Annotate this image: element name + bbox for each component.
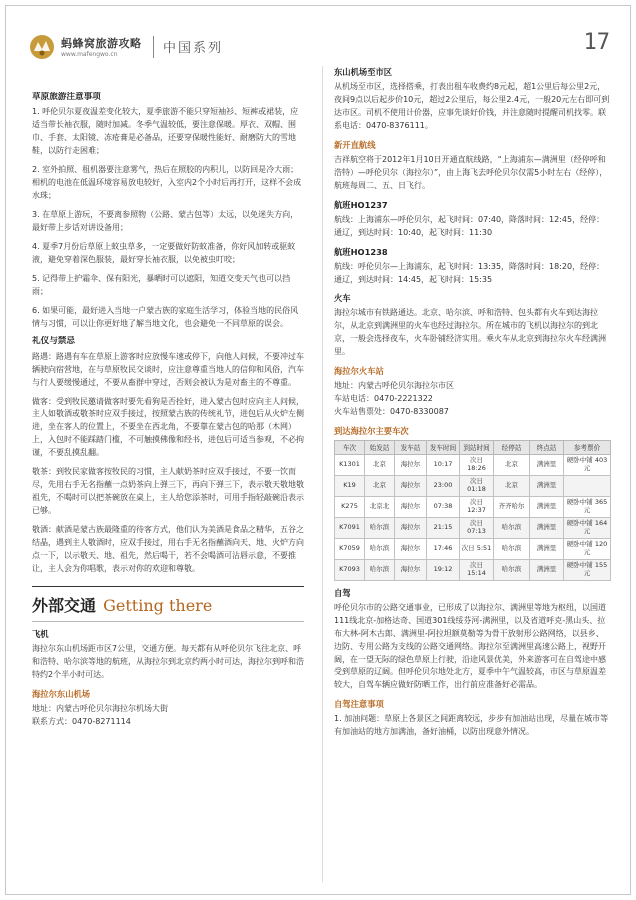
table-cell: 07:38 [427,496,460,517]
table-row [335,496,611,517]
table-cell: 哈尔滨 [365,517,395,538]
table-cell: 23:00 [427,475,460,496]
flight2-details: 航线：呼伦贝尔—上海浦东，起飞时间：13:35，降落时间：18:20，经停：通辽，到达时间：14:45，起飞时间：15:35 [334,261,605,284]
tip-paragraph: 3. 在草原上游玩，不要离参照物（公路、蒙古包等）太远，以免迷失方向，最好带上步话对讲设备用； [32,209,299,232]
flight2-title: 航班HO1238 [334,246,388,257]
train-paragraph: 海拉尔城市有铁路通达。北京、哈尔滨、呼和浩特、包头都有火车到达海拉尔，从北京到满洲里的火车也经过海拉尔。所在城市的飞机以海拉尔的到北京，一般会选择夜车，火车卧铺经济实用。乘火车从北京到海拉尔火车经满洲里。 [334,308,606,357]
right-column [334,60,610,745]
table-cell: 满洲里 [530,496,564,517]
mafengwo-logo-icon [28,34,56,60]
table-row [335,538,611,559]
table-cell: 硬卧中铺 365元 [564,496,611,517]
table-cell: K275 [335,496,365,517]
flight1-title: 航班HO1237 [334,199,388,210]
page [5,5,631,895]
table-cell: 次日 5:51 [460,538,494,559]
brand-url: www.mafengwo.cn [61,51,118,58]
table-cell: 齐齐哈尔 [494,496,530,517]
station-phone: 车站电话：0470-2221322 [334,394,433,404]
page-number: 17 [583,30,610,55]
shuttle-title: 东山机场至市区 [334,67,393,77]
table-cell: 硬卧中铺 120元 [564,538,611,559]
column-divider [322,66,323,882]
table-cell: 满洲里 [530,454,564,475]
table-cell: 海拉尔 [395,454,427,475]
table-cell: K7091 [335,517,365,538]
flight-title: 飞机 [32,628,49,639]
table-cell: 次日 12:37 [460,496,494,517]
table-row [335,559,611,580]
drive-paragraph: 呼伦贝尔市的公路交通事业，已形成了以海拉尔、满洲里等地为枢纽，以国道111线北京-加格达奇、国道301线绥芬河-满洲里，以及省道呼克-黑山头、拉布大林-阿木古郎、满洲里-阿拉坦额莫勒等为骨干放射形公路网络，以县乡、边防、专用公路为支线的公路交通网络。海拉尔至满洲里高速公路上，视野开阔，在一望无际的绿色草原上行驶，沿途风景优美，外来游客可在自驾途中感受到草原的辽阔。但呼伦贝尔地处北方，夏季中午气温较高，市区与草原温差较大，自驾车辆应做好防晒工作，出行前应准备好必需品。 [334,602,606,690]
etiquette-title: 礼仪与禁忌 [32,336,75,347]
airport-address: 地址：内蒙古呼伦贝尔海拉尔机场大街 [32,703,168,713]
table-row [335,517,611,538]
drive-tips-paragraph: 1. 加油问题：草原上各景区之间距离较远，步步有加油站出现，尽量在城市等有加油站的地方加满油，备好油桶，以防出现意外情况。 [334,714,609,737]
table-header: 到站时间 [460,440,494,454]
flight-paragraph: 海拉尔东山机场距市区7公里，交通方便。每天都有从呼伦贝尔飞往北京、呼和浩特、哈尔滨等地的航班，从海拉尔到北京约两小时可达，海拉尔到呼和浩特约2个半小时可达。 [32,643,304,679]
table-cell: 北京 [365,454,395,475]
table-cell: 17:46 [427,538,460,559]
table-cell: 满洲里 [530,475,564,496]
station-address: 地址：内蒙古呼伦贝尔海拉尔市区 [334,381,454,391]
tip-paragraph: 1. 呼伦贝尔夏夜温差变化较大，夏季旅游不能只穿短袖衫、短裤或裙装，应适当带长袖衣服，随时加减。冬季气温较低，要注意保暖。厚衣、双帽、围巾、手套、太阳镜、冻疮膏是必备品，还要穿保暖性能好、耐磨防大的雪地鞋，以防行走困难； [32,107,299,156]
table-row [335,454,611,475]
table-header: 参考票价 [564,440,611,454]
table-cell: 次日 18:26 [460,454,494,475]
table-cell: K7093 [335,559,365,580]
table-cell: 满洲里 [530,517,564,538]
table-cell: 21:15 [427,517,460,538]
tip-paragraph: 5. 记得带上护霜伞、保有阳光，暴晒时可以遮阳，知道交变天气也可以挡雨； [32,273,291,296]
transport-heading-en: Getting there [103,595,213,615]
table-cell: 北京 [494,475,530,496]
new-route-title: 新开直航线 [334,139,376,150]
table-header-row [335,440,611,454]
station-ticket-phone: 火车站售票处：0470-8330087 [334,406,449,416]
train-table-title: 到达海拉尔主要车次 [334,425,409,436]
table-header: 发车时间 [427,440,460,454]
table-cell: 硬卧中铺 155元 [564,559,611,580]
table-cell: 硬卧中铺 403元 [564,454,611,475]
new-route-paragraph: 吉祥航空将于2012年1月10日开通直航线路，“上海浦东—满洲里（经停呼和浩特）—呼伦贝尔（海拉尔）”，由上海飞去呼伦贝尔仅需5小时左右（经停），航班每周二、五、日飞行。 [334,154,608,190]
table-header: 经停站 [494,440,530,454]
table-cell: 海拉尔 [395,496,427,517]
drive-tips-title: 自驾注意事项 [334,699,384,710]
table-cell: 北京北 [365,496,395,517]
tip-paragraph: 2. 室外拍照、租机器要注意雾气，热后在照胶的内积儿，以防回是冷大雨；相机的电池在低温环境容易放电较好，入室内2个小时后再打开，这样不会成水珠； [32,164,302,200]
series-title: 中国系列 [163,41,224,56]
table-cell: K7059 [335,538,365,559]
table-header: 终点站 [530,440,564,454]
table-cell [564,475,611,496]
tip-paragraph: 6. 如果可能，最好进入当地一户蒙古族的家庭生活学习，体验当地的民俗风情与习惯，可以让你更好地了解当地文化，也会避免一不同草原的误会。 [32,305,299,328]
etiquette-paragraph: 敬茶：到牧民家做客按牧民的习惯，主人献奶茶时应双手接过，不要一饮而尽，先用右手无名指蘸一点奶茶向上弹三下，再向下弹三下，表示敬天敬地敬祖先，不喝时可以把茶碗放在桌上，主人给您添茶时，可用手指轻敲碗沿表示已够。 [32,467,304,516]
tip-paragraph: 4. 夏季7月份后草原上蚊虫草多，一定要做好防蚊准备，你好风加转或驱蚊液，避免穿着深色服装，最好穿长袖衣服，以免被虫叮咬； [32,241,296,264]
table-cell: 海拉尔 [395,517,427,538]
airport-title: 海拉尔东山机场 [32,688,91,699]
table-header: 发车站 [395,440,427,454]
table-cell: 硬卧中铺 164元 [564,517,611,538]
table-cell: 哈尔滨 [494,559,530,580]
table-cell: 次日 01:18 [460,475,494,496]
left-column [32,86,304,728]
table-cell: 次日 07:13 [460,517,494,538]
tips-title: 草原旅游注意事项 [32,92,101,102]
brand-name: 蚂蜂窝旅游攻略 [61,37,142,50]
table-cell: K19 [335,475,365,496]
flight1-details: 航线：上海浦东—呼伦贝尔，起飞时间：07:40，降落时间：12:45，经停：通辽，到达时间：10:40，起飞时间：11:30 [334,214,605,237]
table-cell: 满洲里 [530,559,564,580]
train-table [334,440,611,581]
table-cell: 哈尔滨 [494,538,530,559]
train-title: 火车 [334,293,351,304]
header [6,6,631,66]
table-cell: 10:17 [427,454,460,475]
table-cell: 19:12 [427,559,460,580]
table-header: 始发站 [365,440,395,454]
table-cell: 哈尔滨 [365,559,395,580]
drive-title: 自驾 [334,587,351,598]
transport-heading [32,586,304,622]
table-cell: 满洲里 [530,538,564,559]
airport-phone: 联系方式：0470-8271114 [32,716,131,726]
table-cell: 海拉尔 [395,559,427,580]
etiquette-paragraph: 路遇：路遇有车在草原上游客时应放慢车速或停下，向他人问候，不要冲过车辆驶向宿营地，在与草原牧民交谈时，应注意尊重当地人的信仰和风俗，汽车与行人要缓慢通过，不要从畜群中穿过，否则会被认为是对畜主的不尊重。 [32,351,304,387]
table-cell: 北京 [365,475,395,496]
table-cell: 哈尔滨 [494,517,530,538]
shuttle-paragraph: 从机场至市区，选择搭乘，打表出租车收费约8元起，超1公里后每公里2元，夜间9点以后起步价10元，超过2公里后，每公里2.4元，一般20元左右即可到达市区。司机不使用计价器，应事先谈好价钱，并注意随时提醒司机找零。联系电话：0470-8376111。 [334,82,610,130]
table-cell: 北京 [494,454,530,475]
header-divider [153,36,154,58]
table-header: 车次 [335,440,365,454]
etiquette-paragraph: 敬酒：献酒是蒙古族最隆重的待客方式，他们认为美酒是食品之精华，五谷之结晶，遇到主人敬酒时，应双手接过，用右手无名指蘸酒向天、地、火炉方向点一下，以示敬天、地、祖先，然后喝干，若不会喝酒可沾唇示意，不要推让，主人会为你唱歌，表示对你的欢迎和尊敬。 [32,525,304,573]
table-cell: 哈尔滨 [365,538,395,559]
table-cell: 次日 15:14 [460,559,494,580]
transport-heading-cn: 外部交通 [32,595,97,615]
station-title: 海拉尔火车站 [334,366,384,377]
table-cell: 海拉尔 [395,475,427,496]
etiquette-paragraph: 做客：受到牧民邀请做客时要先看狗是否拴好，进入蒙古包时应向主人问候，主人如敬酒或敬茶时应双手接过，按照蒙古族的传统礼节，进包后从火炉左侧进，坐在客人的位置上，不要坐在西北角，不要靠在蒙古包的哈那（木网）上，入包时不能踩踏门槛，不可触摸佛像和经书，进包后可适当参观，不必拘谨，不要乱摸乱翻。 [32,396,304,458]
table-row [335,475,611,496]
table-cell: K1301 [335,454,365,475]
table-cell: 海拉尔 [395,538,427,559]
